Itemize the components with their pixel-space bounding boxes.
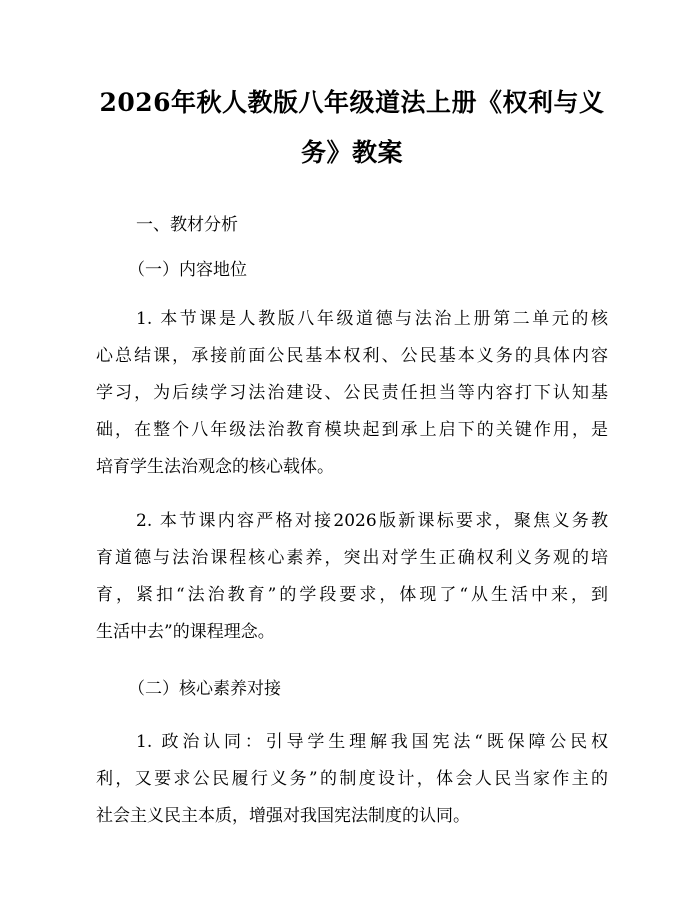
subsection-heading-content-position: （一）内容地位: [128, 260, 247, 280]
paragraph-line: 育，紧扣“法治教育”的学段要求，体现了“从生活中来，到: [96, 585, 608, 605]
paragraph-line: 生活中去”的课程理念。: [96, 622, 275, 642]
paragraph-line: 1. 政治认同：引导学生理解我国宪法“既保障公民权: [136, 732, 608, 752]
paragraph-line: 利，又要求公民履行义务”的制度设计，体会人民当家作主的: [96, 769, 608, 789]
paragraph-line: 1. 本节课是人教版八年级道德与法治上册第二单元的核: [136, 309, 608, 329]
paragraph-line: 础，在整个八年级法治教育模块起到承上启下的关键作用，是: [96, 420, 608, 440]
paragraph-content-position-1: [96, 301, 608, 486]
paragraph-line: 育道德与法治课程核心素养，突出对学生正确权利义务观的培: [96, 548, 608, 568]
section-heading-teaching-material-analysis: 一、教材分析: [136, 215, 238, 235]
document-title: [96, 78, 608, 178]
title-line: 2026年秋人教版八年级道法上册《权利与义: [99, 88, 605, 117]
paragraph-line: 2. 本节课内容严格对接2026版新课标要求，聚焦义务教: [136, 511, 608, 531]
paragraph-content-position-2: [96, 503, 608, 651]
paragraph-line: 社会主义民主本质，增强对我国宪法制度的认同。: [96, 806, 470, 826]
paragraph-line: 培育学生法治观念的核心载体。: [96, 457, 334, 477]
title-line: 务》教案: [300, 138, 403, 167]
paragraph-line: 学习，为后续学习法治建设、公民责任担当等内容打下认知基: [96, 383, 608, 403]
paragraph-core-literacy-1: [96, 724, 608, 835]
subsection-heading-core-literacy: （二）核心素养对接: [128, 679, 281, 699]
paragraph-line: 心总结课，承接前面公民基本权利、公民基本义务的具体内容: [96, 346, 608, 366]
